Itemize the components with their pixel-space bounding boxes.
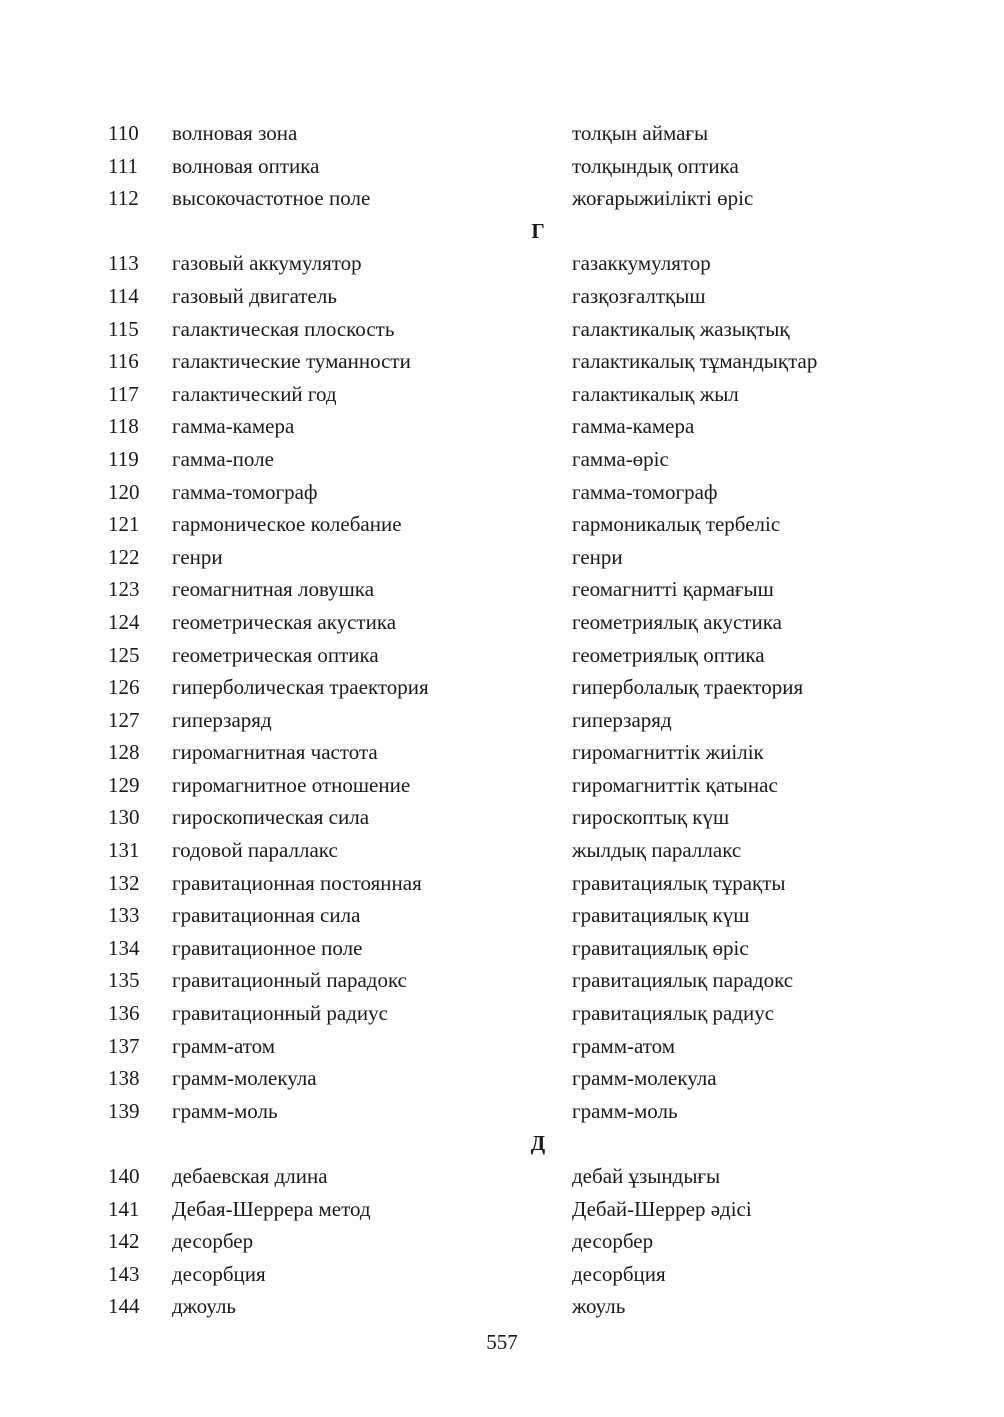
russian-term: галактический год: [172, 381, 337, 406]
kazakh-term: десорбер: [572, 1229, 654, 1254]
entry-number: 125: [108, 642, 140, 667]
glossary-entry-row: [0, 1258, 1004, 1291]
glossary-entry-row: [0, 769, 1004, 802]
glossary-entry-row: [0, 606, 1004, 639]
entry-number: 116: [108, 349, 139, 374]
entry-number: 131: [108, 838, 140, 863]
glossary-content: [0, 117, 1004, 1323]
kazakh-term: гамма-томограф: [572, 479, 718, 504]
entry-number: 121: [108, 512, 140, 537]
kazakh-term: грамм-моль: [572, 1098, 678, 1123]
entry-number: 130: [108, 805, 140, 830]
entry-number: 119: [108, 446, 139, 471]
russian-term: гравитационное поле: [172, 935, 363, 960]
kazakh-term: жоуль: [572, 1294, 626, 1319]
russian-term: газовый аккумулятор: [172, 251, 362, 276]
glossary-entry-row: [0, 508, 1004, 541]
kazakh-term: газқозғалтқыш: [572, 283, 706, 308]
russian-term: гиромагнитное отношение: [172, 772, 411, 797]
russian-term: дебаевская длина: [172, 1164, 328, 1188]
entry-number: 112: [108, 186, 139, 211]
kazakh-term: жылдық параллакс: [572, 838, 742, 863]
glossary-entry-row: [0, 1095, 1004, 1128]
entry-number: 128: [108, 740, 140, 765]
glossary-entry-row: [0, 867, 1004, 900]
kazakh-term: гравитациялық күш: [572, 903, 750, 928]
glossary-entry-row: [0, 182, 1004, 215]
russian-term: волновая оптика: [172, 153, 320, 178]
kazakh-term: гироскоптық күш: [572, 805, 730, 830]
russian-term: гамма-томограф: [172, 479, 318, 504]
russian-term: гироскопическая сила: [172, 805, 370, 830]
russian-term: гравитационный радиус: [172, 1001, 388, 1026]
russian-term: высокочастотное поле: [172, 186, 371, 211]
russian-term: гиромагнитная частота: [172, 740, 378, 765]
kazakh-term: десорбция: [572, 1261, 666, 1286]
kazakh-term: гиперзаряд: [572, 707, 672, 732]
glossary-entry-row: [0, 150, 1004, 183]
kazakh-term: гамма-өріс: [572, 446, 669, 471]
glossary-entry-row: [0, 1030, 1004, 1063]
russian-term: геометрическая акустика: [172, 609, 397, 634]
kazakh-term: галактикалық жыл: [572, 381, 739, 406]
entry-number: 120: [108, 479, 140, 504]
glossary-entry-row: [0, 313, 1004, 346]
glossary-entry-row: [0, 476, 1004, 509]
russian-term: гравитационная сила: [172, 903, 361, 928]
russian-term: гравитационный парадокс: [172, 968, 407, 993]
entry-number: 115: [108, 316, 139, 341]
entry-number: 143: [108, 1261, 140, 1286]
entry-number: 132: [108, 870, 140, 895]
glossary-entry-row: [0, 345, 1004, 378]
glossary-entry-row: [0, 1225, 1004, 1258]
glossary-entry-row: [0, 1193, 1004, 1226]
glossary-entry-row: [0, 1062, 1004, 1095]
page-number: 557: [486, 1330, 518, 1354]
russian-term: газовый двигатель: [172, 283, 337, 308]
glossary-entry-row: [0, 573, 1004, 606]
kazakh-term: галактикалық тұмандықтар: [572, 349, 818, 374]
entry-number: 118: [108, 414, 139, 439]
entry-number: 126: [108, 675, 140, 700]
russian-term: гравитационная постоянная: [172, 870, 422, 895]
kazakh-term: газаккумулятор: [572, 251, 711, 276]
entry-number: 114: [108, 283, 139, 308]
glossary-entry-row: [0, 834, 1004, 867]
glossary-entry-row: [0, 1290, 1004, 1323]
kazakh-term: гравитациялық өріс: [572, 935, 749, 960]
glossary-entry-row: [0, 639, 1004, 672]
russian-term: грамм-атом: [172, 1033, 276, 1058]
glossary-entry-row: [0, 932, 1004, 965]
russian-term: гамма-камера: [172, 414, 295, 439]
russian-term: волновая зона: [172, 121, 298, 145]
kazakh-term: грамм-атом: [572, 1033, 676, 1058]
kazakh-term: Дебай-Шеррер әдісі: [572, 1196, 752, 1221]
entry-number: 133: [108, 903, 140, 928]
entry-number: 117: [108, 381, 139, 406]
glossary-entry-row: [0, 117, 1004, 150]
kazakh-term: гармоникалық тербеліс: [572, 512, 781, 537]
entry-number: 139: [108, 1098, 140, 1123]
glossary-entry-row: [0, 378, 1004, 411]
entry-number: 144: [108, 1294, 140, 1319]
entry-number: 111: [108, 153, 138, 178]
glossary-entry-row: [0, 280, 1004, 313]
kazakh-term: гиромагниттік жиілік: [572, 740, 764, 765]
russian-term: геомагнитная ловушка: [172, 577, 375, 602]
glossary-entry-row: [0, 801, 1004, 834]
entry-number: 136: [108, 1001, 140, 1026]
glossary-entry-row: [0, 247, 1004, 280]
russian-term: десорбер: [172, 1229, 254, 1254]
kazakh-term: геомагнитті қармағыш: [572, 577, 774, 602]
glossary-entry-row: [0, 704, 1004, 737]
entry-number: 127: [108, 707, 140, 732]
russian-term: десорбция: [172, 1261, 266, 1286]
glossary-entry-row: [0, 899, 1004, 932]
kazakh-term: генри: [572, 544, 623, 569]
entry-number: 135: [108, 968, 140, 993]
glossary-entry-row: [0, 541, 1004, 574]
kazakh-term: грамм-молекула: [572, 1066, 717, 1091]
glossary-entry-row: [0, 671, 1004, 704]
kazakh-term: галактикалық жазықтық: [572, 316, 790, 341]
entry-number: 141: [108, 1196, 140, 1221]
kazakh-term: толқын аймағы: [572, 121, 709, 145]
russian-term: галактическая плоскость: [172, 316, 395, 341]
russian-term: грамм-моль: [172, 1098, 278, 1123]
russian-term: Дебая-Шеррера метод: [172, 1196, 371, 1221]
russian-term: геометрическая оптика: [172, 642, 379, 667]
entry-number: 122: [108, 544, 140, 569]
entry-number: 142: [108, 1229, 140, 1254]
glossary-entry-row: [0, 443, 1004, 476]
kazakh-term: гравитациялық парадокс: [572, 968, 794, 993]
glossary-entry-row: [0, 964, 1004, 997]
kazakh-term: геометриялық оптика: [572, 642, 765, 667]
russian-term: гиперзаряд: [172, 707, 272, 732]
entry-number: 129: [108, 772, 140, 797]
russian-term: годовой параллакс: [172, 838, 338, 863]
russian-term: джоуль: [172, 1294, 237, 1319]
kazakh-term: геометриялық акустика: [572, 609, 782, 634]
russian-term: гармоническое колебание: [172, 512, 402, 537]
glossary-entry-row: [0, 736, 1004, 769]
entry-number: 110: [108, 121, 139, 145]
entry-number: 124: [108, 609, 140, 634]
section-letter-heading: Д: [530, 1131, 546, 1156]
entry-number: 140: [108, 1164, 140, 1188]
entry-number: 123: [108, 577, 140, 602]
glossary-entry-row: [0, 997, 1004, 1030]
entry-number: 137: [108, 1033, 140, 1058]
russian-term: гамма-поле: [172, 446, 274, 471]
entry-number: 134: [108, 935, 140, 960]
kazakh-term: гиперболалық траектория: [572, 675, 804, 700]
kazakh-term: дебай ұзындығы: [572, 1164, 721, 1188]
kazakh-term: жоғарыжиілікті өріс: [572, 186, 754, 211]
kazakh-term: гравитациялық тұрақты: [572, 870, 786, 895]
russian-term: генри: [172, 544, 223, 569]
russian-term: гиперболическая траектория: [172, 675, 429, 700]
russian-term: грамм-молекула: [172, 1066, 317, 1091]
glossary-entry-row: [0, 1160, 1004, 1193]
entry-number: 138: [108, 1066, 140, 1091]
entry-number: 113: [108, 251, 139, 276]
kazakh-term: толқындық оптика: [572, 153, 739, 178]
section-letter-heading: Г: [531, 218, 545, 243]
kazakh-term: гамма-камера: [572, 414, 695, 439]
kazakh-term: гравитациялық радиус: [572, 1001, 775, 1026]
russian-term: галактические туманности: [172, 349, 411, 374]
kazakh-term: гиромагниттік қатынас: [572, 772, 778, 797]
glossary-entry-row: [0, 410, 1004, 443]
